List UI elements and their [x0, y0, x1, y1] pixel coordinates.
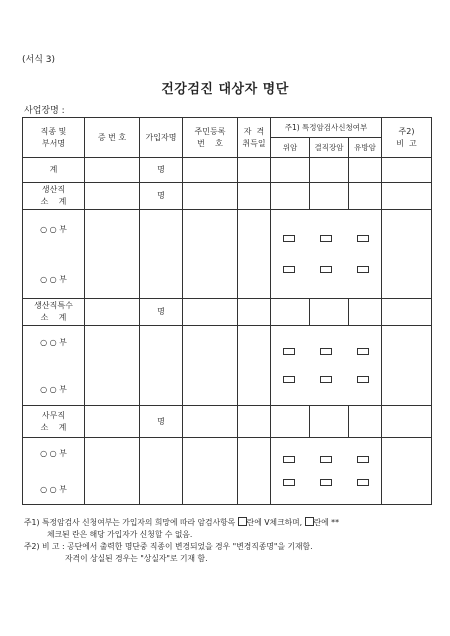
cell[interactable]	[271, 158, 310, 183]
cell[interactable]	[183, 326, 238, 406]
production-subtotal-row	[23, 183, 432, 210]
dept-cell	[23, 438, 85, 505]
stomach-checkbox[interactable]	[283, 348, 295, 355]
breast-checkbox[interactable]	[357, 376, 369, 383]
header-qualified-date: 자 격 취득일	[238, 118, 271, 158]
cell[interactable]	[349, 406, 382, 438]
special-dept-row	[23, 326, 432, 406]
cell[interactable]	[238, 438, 271, 505]
cell[interactable]	[382, 183, 432, 210]
cell[interactable]	[140, 326, 183, 406]
cell[interactable]	[382, 438, 432, 505]
form-number: (서식 3)	[22, 55, 55, 65]
workplace-label: 사업장명 :	[24, 106, 65, 116]
breast-checkbox[interactable]	[357, 456, 369, 463]
checkbox-symbol-icon	[238, 517, 247, 526]
cell[interactable]	[85, 326, 140, 406]
cell[interactable]	[238, 158, 271, 183]
header-member-name: 가입자명	[140, 118, 183, 158]
breast-checkbox[interactable]	[357, 235, 369, 242]
cell[interactable]	[271, 183, 310, 210]
cell[interactable]	[271, 299, 310, 326]
dept-name: ○ ○ 부	[40, 385, 67, 394]
checkbox-symbol-icon	[305, 517, 314, 526]
checkbox-area	[271, 326, 382, 406]
dept-name: ○ ○ 부	[40, 275, 67, 284]
header-cancer-check: 주1) 특정암검사신청여부	[271, 118, 382, 138]
header-breast: 유방암	[349, 138, 382, 158]
special-count-unit: 명	[140, 299, 183, 326]
stomach-checkbox[interactable]	[283, 235, 295, 242]
cell[interactable]	[382, 299, 432, 326]
stomach-checkbox[interactable]	[283, 266, 295, 273]
cell[interactable]	[140, 210, 183, 299]
cell[interactable]	[85, 183, 140, 210]
stomach-checkbox[interactable]	[283, 376, 295, 383]
cell[interactable]	[349, 183, 382, 210]
cell[interactable]	[349, 158, 382, 183]
cell[interactable]	[85, 158, 140, 183]
stomach-checkbox[interactable]	[283, 456, 295, 463]
cell[interactable]	[310, 183, 349, 210]
production-count-unit: 명	[140, 183, 183, 210]
office-subtotal-row	[23, 406, 432, 438]
office-subtotal-label: 사무직 소 계	[23, 406, 85, 438]
colon-checkbox[interactable]	[320, 235, 332, 242]
colon-checkbox[interactable]	[320, 266, 332, 273]
cell[interactable]	[183, 438, 238, 505]
office-dept-row	[23, 438, 432, 505]
note-2: 주2) 비 고 : 공단에서 출력한 명단중 직종이 변경되었을 경우 "변경직종명"을 기재함.	[24, 542, 313, 552]
cell[interactable]	[271, 406, 310, 438]
breast-checkbox[interactable]	[357, 479, 369, 486]
cell[interactable]	[349, 299, 382, 326]
stomach-checkbox[interactable]	[283, 479, 295, 486]
footnotes	[24, 517, 434, 565]
cell[interactable]	[183, 299, 238, 326]
dept-name: ○ ○ 부	[40, 225, 67, 234]
header-remark: 주2) 비 고	[382, 118, 432, 158]
cell[interactable]	[183, 158, 238, 183]
breast-checkbox[interactable]	[357, 266, 369, 273]
colon-checkbox[interactable]	[320, 348, 332, 355]
header-colon: 결직장암	[310, 138, 349, 158]
cell[interactable]	[310, 158, 349, 183]
dept-name: ○ ○ 부	[40, 485, 67, 494]
header-id-number: 증 번 호	[85, 118, 140, 158]
cell[interactable]	[382, 158, 432, 183]
examinee-roster-table	[22, 117, 432, 505]
note-1: 주1) 특정암검사 신청여부는 가입자의 희망에 따라 암검사항목 란에 V체크하며, 란에 **	[24, 518, 339, 527]
dept-cell	[23, 210, 85, 299]
total-count-unit: 명	[140, 158, 183, 183]
production-dept-row	[23, 210, 432, 299]
cell[interactable]	[238, 210, 271, 299]
production-subtotal-label: 생산직 소 계	[23, 183, 85, 210]
note-2-continued: 자격이 상실된 경우는 "상실자"로 기재 함.	[65, 554, 208, 564]
cell[interactable]	[238, 406, 271, 438]
colon-checkbox[interactable]	[320, 479, 332, 486]
cell[interactable]	[85, 299, 140, 326]
dept-cell	[23, 326, 85, 406]
cell[interactable]	[85, 406, 140, 438]
cell[interactable]	[238, 299, 271, 326]
cell[interactable]	[382, 406, 432, 438]
header-resident-number: 주민등록 번 호	[183, 118, 238, 158]
cell[interactable]	[238, 183, 271, 210]
cell[interactable]	[183, 406, 238, 438]
cell[interactable]	[310, 406, 349, 438]
dept-name: ○ ○ 부	[40, 338, 67, 347]
cell[interactable]	[310, 299, 349, 326]
cell[interactable]	[183, 210, 238, 299]
colon-checkbox[interactable]	[320, 376, 332, 383]
note-1-continued: 체크된 란은 해당 가입자가 신청할 수 없음.	[47, 530, 193, 540]
dept-name: ○ ○ 부	[40, 449, 67, 458]
header-dept: 직종 및 부서명	[23, 118, 85, 158]
total-label: 계	[23, 158, 85, 183]
office-count-unit: 명	[140, 406, 183, 438]
cell[interactable]	[238, 326, 271, 406]
checkbox-area	[271, 438, 382, 505]
special-subtotal-label: 생산직특수 소 계	[23, 299, 85, 326]
cell[interactable]	[85, 438, 140, 505]
table-header-row-1	[23, 118, 432, 138]
cell[interactable]	[382, 326, 432, 406]
cell[interactable]	[382, 210, 432, 299]
cell[interactable]	[85, 210, 140, 299]
total-row	[23, 158, 432, 183]
breast-checkbox[interactable]	[357, 348, 369, 355]
document-title: 건강검진 대상자 명단	[161, 82, 289, 97]
checkbox-area	[271, 210, 382, 299]
colon-checkbox[interactable]	[320, 456, 332, 463]
special-subtotal-row	[23, 299, 432, 326]
cell[interactable]	[140, 438, 183, 505]
cell[interactable]	[183, 183, 238, 210]
header-stomach: 위암	[271, 138, 310, 158]
